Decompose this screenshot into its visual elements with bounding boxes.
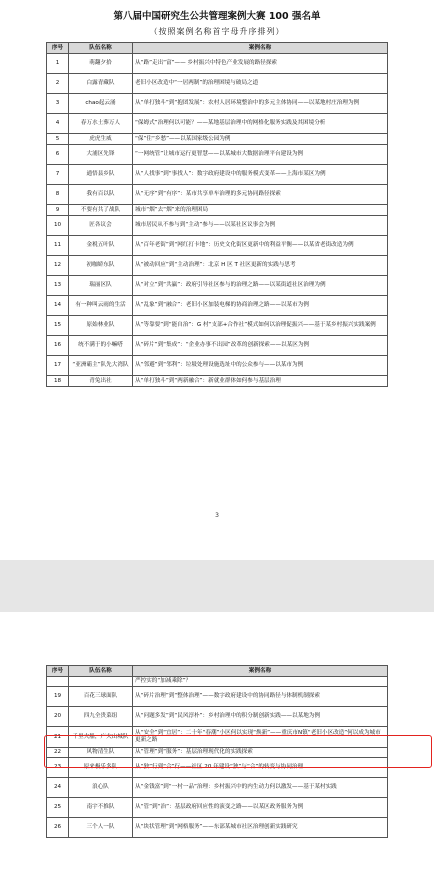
header-number: 序号 [47, 666, 69, 677]
table-row [47, 134, 388, 145]
table-row [47, 256, 388, 276]
table-row [47, 316, 388, 336]
header-number: 序号 [47, 43, 69, 54]
row-number: 16 [47, 336, 69, 356]
row-team-name: 三个人一队 [69, 818, 133, 838]
row-number: 24 [47, 778, 69, 798]
row-team-name: 金税五叶队 [69, 236, 133, 256]
header-case: 案例名称 [133, 43, 388, 54]
row-number: 25 [47, 798, 69, 818]
row-number: 23 [47, 758, 69, 778]
row-team-name: 千里大船，广大山城队 [69, 727, 133, 748]
row-case-name: “一网统管”让城市运行更智慧——以某城市大数据治理平台建设为例 [133, 145, 388, 165]
row-number: 15 [47, 316, 69, 336]
row-case-name: 从“等靠要”到“能自治”：G 村“支部+合作社”模式如何以治理促振兴——基于某乡村振兴实践案例 [133, 316, 388, 336]
row-case-name: 从“单打独斗”到“两新融合”：新就业群体如何参与基层治理 [133, 376, 388, 387]
row-case-name: 从“安全”到“宜居”：二十年“春潮”小区何以实现“焕新”——重庆市N镇“老旧小区改造”何以成为城市更新之路 [133, 727, 388, 748]
row-number: 14 [47, 296, 69, 316]
row-number: 6 [47, 145, 69, 165]
highlight-annotation-box [44, 735, 432, 768]
table-row [47, 74, 388, 94]
row-team-name: 不要有共了战队 [69, 205, 133, 216]
row-team-name: 原来极乐多队 [69, 758, 133, 778]
row-number: 4 [47, 114, 69, 134]
row-team-name: 通悟县乡队 [69, 165, 133, 185]
row-case-name: 从“金钱富”到“一村一品”治理：乡村振兴中的内生动力何以激发——基于某村实践 [133, 778, 388, 798]
header-team: 队伍名称 [69, 666, 133, 677]
row-number: 3 [47, 94, 69, 114]
table-header-row [47, 666, 388, 677]
row-case-name: 从“被动回应”到“主动治理”：北京 H 区 T 社区更新的实践与思考 [133, 256, 388, 276]
row-number: 22 [47, 748, 69, 758]
page-number: 3 [215, 512, 219, 519]
table-row [47, 114, 388, 134]
table-row [47, 94, 388, 114]
row-team-name: “亚洲霸主”队先大湾队 [69, 356, 133, 376]
row-number: 21 [47, 727, 69, 748]
row-case-name: “保姆式”治理何以可能？——某地基层治理中的网格化服务实践及其困境分析 [133, 114, 388, 134]
row-team-name: 青兔出社 [69, 376, 133, 387]
row-case-name: 从“无序”到“有序”：某市共享单车治理的多元协同路径探索 [133, 185, 388, 205]
row-team-name: 萌翻夕拾 [69, 54, 133, 74]
table-row [47, 336, 388, 356]
row-number [47, 677, 69, 687]
row-team-name: chao起云涌 [69, 94, 133, 114]
row-team-name: 匠各议会 [69, 216, 133, 236]
row-team-name: 有一种叫云雨的生活 [69, 296, 133, 316]
row-number: 17 [47, 356, 69, 376]
table-row [47, 54, 388, 74]
row-case-name: 从“单打独斗”到“抱团发展”：农村人居环境整治中的多元主体协同——以某地村庄治理为例 [133, 94, 388, 114]
table-row [47, 145, 388, 165]
row-case-name: 从“独”行到“合”行——社区 20 年建设“独”与“合”的转变与协同治理 [133, 758, 388, 778]
row-case-name: 严控实的“加减乘除”？ [133, 677, 388, 687]
table-row [47, 236, 388, 256]
row-case-name: 从“块状管理”到“网格服务”——东部某城市社区治理创新实践研究 [133, 818, 388, 838]
row-case-name: 从“管”到“治”：基层政府回应性的演变之路——以某区政务服务为例 [133, 798, 388, 818]
table-row [47, 376, 388, 387]
row-case-name: 从“对立”到“共赢”：政府引导社区参与的治理之路——以某街道社区治理为例 [133, 276, 388, 296]
row-case-name: 从“碎片治理”到“整体治理”——数字政府建设中的协同路径与体制机制探索 [133, 687, 388, 707]
row-case-name: 老旧小区改造中“一居两制”的治理困境与破局之道 [133, 74, 388, 94]
row-case-name: 从“百年老街”到“网红打卡地”：历史文化街区更新中的利益平衡——以某省老街改造为例 [133, 236, 388, 256]
row-case-name: 从“邻避”到“邻利”：垃圾处理设施选址中的公众参与——以某市为例 [133, 356, 388, 376]
header-case: 案例名称 [133, 666, 388, 677]
table-row [47, 205, 388, 216]
row-number: 12 [47, 256, 69, 276]
document-subtitle: （按照案例名称首字母升序排列） [149, 27, 285, 36]
row-number: 26 [47, 818, 69, 838]
row-team-name: 浪心队 [69, 778, 133, 798]
row-case-name: 从“碎片”到“集成”：“企业办事不出园”改革的创新探索——以某区为例 [133, 336, 388, 356]
row-team-name: 虎虎生威 [69, 134, 133, 145]
row-number: 2 [47, 74, 69, 94]
row-number: 18 [47, 376, 69, 387]
document-title: 第八届中国研究生公共管理案例大赛 100 强名单 [113, 11, 321, 22]
row-number: 9 [47, 205, 69, 216]
row-case-name: 城市“烟”去“烟”来的治理困局 [133, 205, 388, 216]
row-team-name: 四九全贵菜组 [69, 707, 133, 727]
row-team-name: 原始林业队 [69, 316, 133, 336]
row-case-name: 城市居民从不参与到“主动”参与——以某社区议事会为例 [133, 216, 388, 236]
table-row [47, 798, 388, 818]
row-case-name: “保”住“乡愁”——以某国家级公园为例 [133, 134, 388, 145]
table-row [47, 216, 388, 236]
row-team-name: 百花三球面队 [69, 687, 133, 707]
row-number: 10 [47, 216, 69, 236]
row-case-name: 从“乱象”到“融合”：老旧小区加装电梯的协商治理之路——以某市为例 [133, 296, 388, 316]
row-team-name: 我有百以队 [69, 185, 133, 205]
row-number: 5 [47, 134, 69, 145]
row-case-name: 从“路”走出“富”—— 乡村振兴中特色产业发展的路径探索 [133, 54, 388, 74]
row-number: 19 [47, 687, 69, 707]
table-row [47, 818, 388, 838]
table-row [47, 276, 388, 296]
row-team-name: 统不满于的小嘛嗒 [69, 336, 133, 356]
table-row [47, 687, 388, 707]
table-header-row [47, 43, 388, 54]
ranking-table-page-1 [46, 42, 388, 387]
row-number: 13 [47, 276, 69, 296]
row-number: 7 [47, 165, 69, 185]
row-team-name: 大浦区先锋 [69, 145, 133, 165]
row-team-name: 瑞丽区队 [69, 276, 133, 296]
row-team-name: 白露青藏队 [69, 74, 133, 94]
header-team: 队伍名称 [69, 43, 133, 54]
row-team-name: 初咖娇东队 [69, 256, 133, 276]
row-number: 20 [47, 707, 69, 727]
table-row [47, 165, 388, 185]
row-team-name: 风物清生队 [69, 748, 133, 758]
row-team-name: 春万水土葬万人 [69, 114, 133, 134]
row-number: 1 [47, 54, 69, 74]
row-number: 8 [47, 185, 69, 205]
table-row [47, 778, 388, 798]
row-case-name: 从“人找事”到“事找人”：数字政府建设中的服务模式变革——上海市某区为例 [133, 165, 388, 185]
row-team-name [69, 677, 133, 687]
table-row [47, 356, 388, 376]
row-case-name: 从“管理”到“服务”：基层治理现代化的实践探索 [133, 748, 388, 758]
row-team-name: 南宇不推队 [69, 798, 133, 818]
table-row [47, 677, 388, 687]
row-number: 11 [47, 236, 69, 256]
table-row [47, 296, 388, 316]
table-row [47, 185, 388, 205]
table-row [47, 707, 388, 727]
row-case-name: 从“问题多发”到“民风淳朴”：乡村治理中的积分制创新实践——以某地为例 [133, 707, 388, 727]
